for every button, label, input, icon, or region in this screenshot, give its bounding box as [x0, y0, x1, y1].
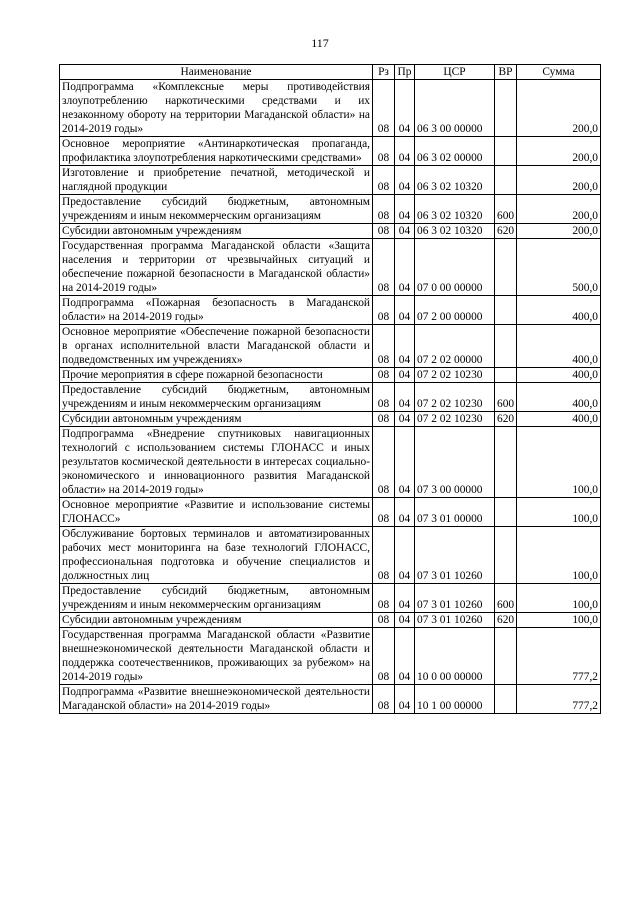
row-name: Основное мероприятие «Обеспечение пожарной безопасности в органах исполнительной власти Магаданской области и подведомственных им учреждениях»	[60, 325, 373, 368]
row-sum: 100,0	[517, 527, 601, 584]
row-name: Государственная программа Магаданской области «Защита населения и территории от чрезвычайных ситуаций и обеспечение пожарной безопасности в Магаданской области» на 2014-2019 годы»	[60, 239, 373, 296]
row-pr: 04	[395, 195, 415, 224]
row-name: Государственная программа Магаданской области «Развитие внешнеэкономической деятельности Магаданской области и поддержка соотечественников, проживающих за рубежом» на 2014-2019 годы»	[60, 628, 373, 685]
row-name: Предоставление субсидий бюджетным, автономным учреждениям и иным некоммерческим организациям	[60, 195, 373, 224]
row-pr: 04	[395, 628, 415, 685]
row-sum: 777,2	[517, 628, 601, 685]
row-name: Основное мероприятие «Антинаркотическая пропаганда, профилактика злоупотребления наркотическими средствами»	[60, 137, 373, 166]
row-rz: 08	[373, 195, 395, 224]
row-rz: 08	[373, 628, 395, 685]
table-row	[60, 239, 601, 296]
row-sum: 400,0	[517, 296, 601, 325]
row-vr	[495, 239, 517, 296]
table-row	[60, 224, 601, 239]
row-name: Подпрограмма «Внедрение спутниковых навигационных технологий с использованием системы ГЛОНАСС и иных результатов космической деятельности в интересах социально-экономического и инновационного развития Магаданской области» на 2014-2019 годы»	[60, 427, 373, 498]
row-rz: 08	[373, 166, 395, 195]
row-csr: 07 2 02 10230	[415, 368, 495, 383]
row-sum: 100,0	[517, 584, 601, 613]
row-rz: 08	[373, 296, 395, 325]
row-vr: 600	[495, 584, 517, 613]
row-csr: 06 3 02 10320	[415, 166, 495, 195]
row-pr: 04	[395, 527, 415, 584]
row-name: Обслуживание бортовых терминалов и автоматизированных рабочих мест мониторинга на базе технологий ГЛОНАСС, профессиональная подготовка и обучение специалистов и должностных лиц	[60, 527, 373, 584]
row-vr	[495, 166, 517, 195]
row-vr	[495, 628, 517, 685]
row-vr: 620	[495, 224, 517, 239]
table-header-row	[60, 65, 601, 80]
row-sum: 777,2	[517, 685, 601, 714]
row-csr: 07 3 01 10260	[415, 527, 495, 584]
table-row	[60, 527, 601, 584]
row-pr: 04	[395, 368, 415, 383]
row-csr: 06 3 02 00000	[415, 137, 495, 166]
row-rz: 08	[373, 498, 395, 527]
row-csr: 07 0 00 00000	[415, 239, 495, 296]
row-name: Подпрограмма «Развитие внешнеэкономической деятельности Магаданской области» на 2014-2019 годы»	[60, 685, 373, 714]
row-sum: 100,0	[517, 498, 601, 527]
table-row	[60, 584, 601, 613]
table-row	[60, 368, 601, 383]
row-vr	[495, 80, 517, 137]
row-sum: 400,0	[517, 325, 601, 368]
row-name: Субсидии автономным учреждениям	[60, 412, 373, 427]
page-number: 117	[311, 36, 329, 50]
table-row	[60, 383, 601, 412]
row-rz: 08	[373, 325, 395, 368]
row-csr: 07 2 02 10230	[415, 383, 495, 412]
row-rz: 08	[373, 137, 395, 166]
row-rz: 08	[373, 383, 395, 412]
table-row	[60, 427, 601, 498]
table-row	[60, 166, 601, 195]
row-rz: 08	[373, 412, 395, 427]
row-pr: 04	[395, 427, 415, 498]
header-pr: Пр	[395, 65, 415, 80]
row-pr: 04	[395, 498, 415, 527]
table-row	[60, 412, 601, 427]
row-vr	[495, 427, 517, 498]
row-vr	[495, 368, 517, 383]
row-pr: 04	[395, 166, 415, 195]
row-pr: 04	[395, 412, 415, 427]
table-row	[60, 613, 601, 628]
row-csr: 07 3 01 00000	[415, 498, 495, 527]
row-pr: 04	[395, 80, 415, 137]
row-pr: 04	[395, 224, 415, 239]
header-rz: Рз	[373, 65, 395, 80]
row-sum: 200,0	[517, 80, 601, 137]
row-rz: 08	[373, 368, 395, 383]
row-pr: 04	[395, 383, 415, 412]
row-vr	[495, 296, 517, 325]
row-sum: 100,0	[517, 613, 601, 628]
row-sum: 200,0	[517, 195, 601, 224]
row-vr: 620	[495, 613, 517, 628]
row-vr	[495, 325, 517, 368]
row-vr	[495, 685, 517, 714]
row-vr: 620	[495, 412, 517, 427]
row-sum: 400,0	[517, 368, 601, 383]
row-name: Подпрограмма «Пожарная безопасность в Магаданской области» на 2014-2019 годы»	[60, 296, 373, 325]
row-vr	[495, 527, 517, 584]
row-rz: 08	[373, 239, 395, 296]
row-name: Прочие мероприятия в сфере пожарной безопасности	[60, 368, 373, 383]
row-sum: 400,0	[517, 412, 601, 427]
row-pr: 04	[395, 584, 415, 613]
row-sum: 100,0	[517, 427, 601, 498]
row-csr: 07 3 01 10260	[415, 584, 495, 613]
row-rz: 08	[373, 685, 395, 714]
header-csr: ЦСР	[415, 65, 495, 80]
row-csr: 06 3 02 10320	[415, 195, 495, 224]
row-name: Подпрограмма «Комплексные меры противодействия злоупотреблению наркотическими средствами и их незаконному обороту на территории Магаданской области» на 2014-2019 годы»	[60, 80, 373, 137]
row-sum: 500,0	[517, 239, 601, 296]
row-pr: 04	[395, 296, 415, 325]
row-name: Субсидии автономным учреждениям	[60, 224, 373, 239]
row-csr: 07 3 00 00000	[415, 427, 495, 498]
table-row	[60, 80, 601, 137]
header-sum: Сумма	[517, 65, 601, 80]
row-csr: 06 3 02 10320	[415, 224, 495, 239]
row-csr: 07 2 02 10230	[415, 412, 495, 427]
row-vr	[495, 498, 517, 527]
table-row	[60, 685, 601, 714]
row-pr: 04	[395, 613, 415, 628]
row-name: Основное мероприятие «Развитие и использование системы ГЛОНАСС»	[60, 498, 373, 527]
row-name: Предоставление субсидий бюджетным, автономным учреждениям и иным некоммерческим организациям	[60, 584, 373, 613]
table-row	[60, 137, 601, 166]
row-pr: 04	[395, 685, 415, 714]
row-rz: 08	[373, 613, 395, 628]
header-vr: ВР	[495, 65, 517, 80]
header-name: Наименование	[60, 65, 373, 80]
row-name: Субсидии автономным учреждениям	[60, 613, 373, 628]
row-rz: 08	[373, 427, 395, 498]
row-csr: 10 1 00 00000	[415, 685, 495, 714]
row-rz: 08	[373, 80, 395, 137]
row-pr: 04	[395, 325, 415, 368]
row-pr: 04	[395, 239, 415, 296]
row-pr: 04	[395, 137, 415, 166]
row-sum: 200,0	[517, 137, 601, 166]
row-rz: 08	[373, 224, 395, 239]
table-row	[60, 498, 601, 527]
row-sum: 200,0	[517, 224, 601, 239]
table-row	[60, 628, 601, 685]
table-row	[60, 195, 601, 224]
row-csr: 07 2 02 00000	[415, 325, 495, 368]
budget-table	[59, 64, 601, 714]
row-name: Предоставление субсидий бюджетным, автономным учреждениям и иным некоммерческим организациям	[60, 383, 373, 412]
row-csr: 07 2 00 00000	[415, 296, 495, 325]
table-row	[60, 325, 601, 368]
row-csr: 07 3 01 10260	[415, 613, 495, 628]
row-name: Изготовление и приобретение печатной, методической и наглядной продукции	[60, 166, 373, 195]
row-vr: 600	[495, 195, 517, 224]
row-vr	[495, 137, 517, 166]
row-vr: 600	[495, 383, 517, 412]
row-csr: 06 3 00 00000	[415, 80, 495, 137]
row-rz: 08	[373, 584, 395, 613]
table-row	[60, 296, 601, 325]
row-csr: 10 0 00 00000	[415, 628, 495, 685]
row-rz: 08	[373, 527, 395, 584]
row-sum: 400,0	[517, 383, 601, 412]
row-sum: 200,0	[517, 166, 601, 195]
